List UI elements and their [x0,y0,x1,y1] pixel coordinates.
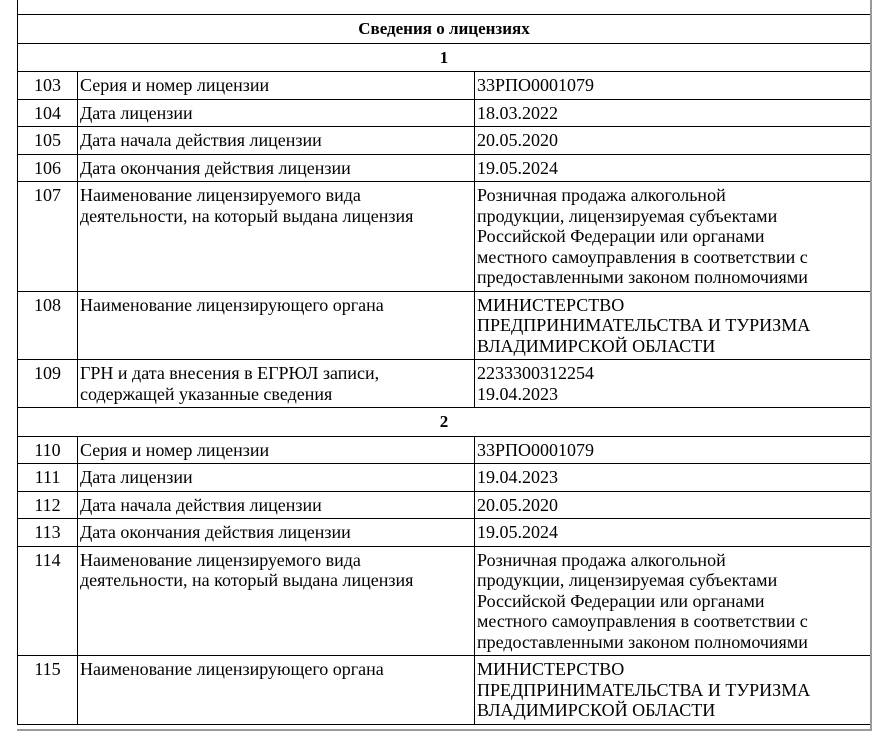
field-label [78,360,475,408]
field-value-line: 33РПО0001079 [477,439,595,460]
field-label-line: Наименование лицензируемого вида [80,185,361,205]
field-value [475,154,871,182]
field-label [78,99,475,127]
table-row [18,72,871,100]
row-number: 115 [18,656,78,725]
field-value-line: ПРЕДПРИНИМАТЕЛЬСТВА И ТУРИЗМА [477,315,811,335]
field-value-line: Российской Федерации или органами [477,226,765,246]
license-info-table [17,0,871,725]
table-row [18,436,871,464]
field-label-line: Наименование лицензирующего органа [80,659,384,679]
field-value-line: 19.04.2023 [477,383,558,404]
field-value-line: продукции, лицензируемая субъектами [477,570,778,590]
field-label-line: Дата начала действия лицензии [80,494,322,515]
section-title: Сведения о лицензиях [18,15,871,44]
table-row [18,464,871,492]
field-value [475,436,871,464]
field-label-line: Наименование лицензирующего органа [80,294,384,315]
field-value-line: Розничная продажа алкогольной [477,549,726,570]
field-label [78,436,475,464]
row-number: 103 [18,72,78,100]
row-number: 112 [18,491,78,519]
page-edge-shadow [870,0,872,730]
row-number: 109 [18,360,78,408]
group-number-row [18,408,871,437]
group-number: 1 [18,43,871,72]
field-value-line: предоставленными законом полномочиями [477,631,808,652]
field-value-line: местного самоуправления в соответствии с [477,246,808,267]
table-row [18,127,871,155]
row-number: 114 [18,546,78,656]
row-number: 113 [18,519,78,547]
row-number: 111 [18,464,78,492]
table-row [18,154,871,182]
table-row [18,519,871,547]
row-number: 107 [18,182,78,292]
field-label [78,154,475,182]
row-number: 104 [18,99,78,127]
field-value-line: 19.04.2023 [477,467,558,487]
field-value-line: МИНИСТЕРСТВО [477,294,625,315]
field-value-line: 33РПО0001079 [477,75,595,95]
table-row [18,491,871,519]
field-value-line: 20.05.2020 [477,494,558,515]
row-number: 106 [18,154,78,182]
field-label-line: ГРН и дата внесения в ЕГРЮЛ записи, [80,363,380,383]
field-value [475,656,871,725]
field-label-line: Серия и номер лицензии [80,439,270,460]
field-value [475,72,871,100]
page-edge-shadow-bottom [17,729,872,731]
field-label [78,182,475,292]
field-value-line: местного самоуправления в соответствии с [477,611,808,631]
field-value-line: ВЛАДИМИРСКОЙ ОБЛАСТИ [477,335,716,356]
group-number-row [18,43,871,72]
field-value-line: 2233300312254 [477,363,594,383]
license-table-body [18,0,871,724]
field-label [78,519,475,547]
field-label [78,464,475,492]
table-row [18,99,871,127]
field-value [475,546,871,656]
field-value [475,127,871,155]
table-row [18,656,871,725]
field-label-line: деятельности, на который выдана лицензия [80,205,414,226]
field-label-line: Дата окончания действия лицензии [80,157,351,178]
field-value-line: Российской Федерации или органами [477,590,765,611]
table-row [18,291,871,360]
field-label-line: содержащей указанные сведения [80,383,333,404]
field-value-line: продукции, лицензируемая субъектами [477,205,778,226]
field-label [78,546,475,656]
table-row [18,360,871,408]
field-label [78,491,475,519]
blank-row [18,0,871,15]
field-value-line: 19.05.2024 [477,157,558,178]
field-label-line: Дата лицензии [80,467,193,487]
field-label [78,72,475,100]
field-value-line: Розничная продажа алкогольной [477,185,726,205]
group-number: 2 [18,408,871,437]
field-label-line: Наименование лицензируемого вида [80,549,361,570]
field-value-line: ВЛАДИМИРСКОЙ ОБЛАСТИ [477,700,716,720]
field-label [78,656,475,725]
field-label-line: Серия и номер лицензии [80,75,270,95]
table-row [18,546,871,656]
section-title-row [18,15,871,44]
row-number: 110 [18,436,78,464]
field-value [475,519,871,547]
row-number: 108 [18,291,78,360]
field-label-line: Дата окончания действия лицензии [80,522,351,542]
field-value [475,99,871,127]
field-label-line: Дата лицензии [80,102,193,123]
field-value [475,360,871,408]
field-value [475,491,871,519]
field-label-line: деятельности, на который выдана лицензия [80,570,414,590]
field-value-line: МИНИСТЕРСТВО [477,659,625,679]
field-value-line: 18.03.2022 [477,102,558,123]
table-row [18,182,871,292]
field-value [475,291,871,360]
field-value [475,464,871,492]
field-label [78,291,475,360]
field-label [78,127,475,155]
field-value-line: ПРЕДПРИНИМАТЕЛЬСТВА И ТУРИЗМА [477,679,811,700]
row-number: 105 [18,127,78,155]
field-label-line: Дата начала действия лицензии [80,130,322,150]
field-value-line: 20.05.2020 [477,130,558,150]
field-value-line: 19.05.2024 [477,522,558,542]
field-value-line: предоставленными законом полномочиями [477,267,808,287]
field-value [475,182,871,292]
